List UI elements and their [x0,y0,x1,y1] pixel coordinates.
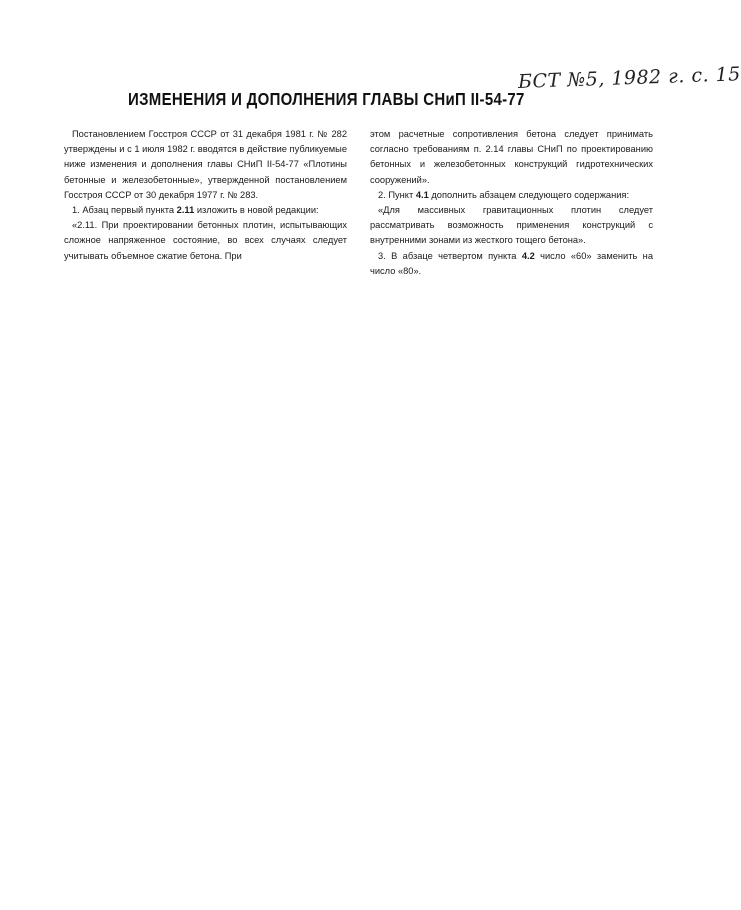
item-1-paragraph [64,203,347,218]
quoted-clause-4-1-addition: «Для массивных гравитационных плотин следует рассматривать возможность применения конструкций с внутренними зонами из жесткого тощего бетона». [370,205,653,246]
item-3-text-start: 3. В абзаце четвертом пункта [378,250,522,261]
item-1-clause-ref: 2.11 [176,205,195,216]
item-1-text-start: 1. Абзац первый пункта [72,205,177,216]
right-column [370,127,653,279]
handwritten-note: БСТ №5, 1982 г. с. 15 [517,63,741,93]
document-title: ИЗМЕНЕНИЯ И ДОПОЛНЕНИЯ ГЛАВЫ СНиП II-54-77 [128,90,525,110]
item-3-text-end: число «60» заменить на число «80». [370,250,653,276]
item-2-clause-ref: 4.1 [415,189,429,200]
intro-paragraph: Постановлением Госстроя СССР от 31 декабря 1981 г. № 282 утверждены и с 1 июля 1982 г. вводятся в действие публикуемые ниже изменения и дополнения главы СНиП II-54-77 «Плотины бетонные и железобетонные», утвержденной постановлением Госстроя СССР от 30 декабря 1977 г. № 283. [64,129,347,200]
item-2-text-start: 2. Пункт [378,189,416,200]
item-3-clause-ref: 4.2 [521,250,535,261]
left-column [64,127,347,264]
item-2-text-end: дополнить абзацем следующего содержания: [428,189,630,200]
item-3-paragraph [370,249,653,279]
quoted-clause-2-11: «2.11. При проектировании бетонных плотин, испытывающих сложное напряженное состояние, во всех случаях следует учитывать объемное сжатие бетона. При [64,220,347,261]
quoted-clause-continuation: этом расчетные сопротивления бетона следует принимать согласно требованиям п. 2.14 главы СНиП по проектированию бетонных и железобетонных конструкций гидротехнических сооружений». [370,129,653,185]
item-1-text-end: изложить в новой редакции: [194,205,319,216]
item-2-paragraph [370,188,653,203]
